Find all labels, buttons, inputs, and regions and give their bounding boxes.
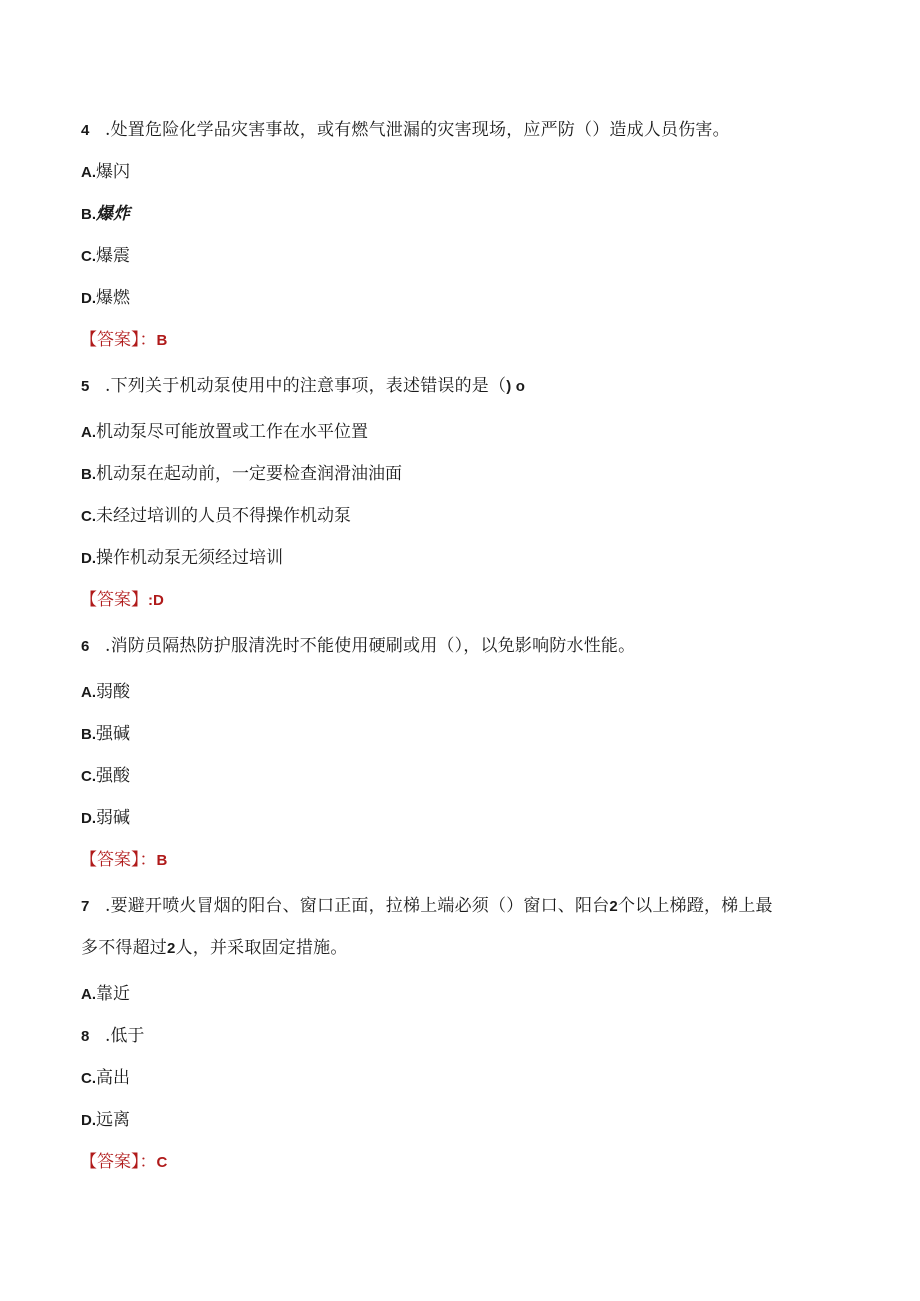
option-b (81, 722, 130, 747)
option-text: 未经过培训的人员不得操作机动泵 (96, 506, 351, 526)
option-letter: A. (81, 424, 96, 441)
question-number: 4 (81, 122, 90, 139)
option-text: 爆闪 (96, 162, 130, 182)
question-text: 个以上梯蹬，梯上最 (617, 896, 773, 916)
question-text: .要避开喷火冒烟的阳台、窗口正面，拉梯上端必须（）窗口、阳台 (105, 896, 610, 916)
question-text: .消防员隔热防护服清洗时不能使用硬刷或用（），以免影响防水性能。 (105, 636, 636, 656)
option-text: 机动泵尽可能放置或工作在水平位置 (96, 422, 368, 442)
answer (80, 1150, 167, 1175)
option-text: 远离 (96, 1110, 130, 1130)
option-text: 靠近 (96, 984, 130, 1004)
answer-value: C (156, 1154, 168, 1171)
option-b (81, 462, 402, 487)
question-text: .下列关于机动泵使用中的注意事项，表述错误的是（ (105, 376, 507, 396)
question-text: .处置危险化学品灾害事故，或有燃气泄漏的灾害现场，应严防（）造成人员伤害。 (105, 120, 730, 140)
question-text-tail: ) o (506, 378, 526, 395)
option-a (81, 680, 130, 705)
question-6 (81, 634, 635, 659)
option-c (81, 764, 130, 789)
answer-value: B (156, 332, 168, 349)
option-text: 机动泵在起动前，一定要检查润滑油油面 (96, 464, 402, 484)
question-4 (81, 118, 730, 143)
option-letter: D. (81, 550, 96, 567)
question-7 (81, 894, 773, 919)
option-d (81, 286, 130, 311)
option-letter: C. (81, 1070, 96, 1087)
option-b (81, 202, 130, 227)
question-number-inline: 2 (167, 940, 176, 957)
question-5 (81, 374, 525, 399)
answer-value: :D (148, 592, 164, 609)
option-d (81, 546, 283, 571)
option-letter: A. (81, 164, 96, 181)
answer-label: 【答案】： (80, 850, 157, 870)
answer-label: 【答案】： (80, 1152, 157, 1172)
option-a (81, 160, 130, 185)
option-letter: B. (81, 466, 96, 483)
answer-label: 【答案】： (80, 330, 157, 350)
option-letter: C. (81, 508, 96, 525)
option-d (81, 806, 130, 831)
option-text: 强酸 (96, 766, 130, 786)
answer-label: 【答案】 (80, 590, 148, 610)
question-number: 5 (81, 378, 90, 395)
answer-value: B (156, 852, 168, 869)
option-letter: 8 (81, 1028, 90, 1045)
answer (80, 328, 167, 353)
question-text: 多不得超过 (81, 938, 167, 958)
option-letter: C. (81, 768, 96, 785)
option-text: .低于 (105, 1026, 145, 1046)
option-c (81, 504, 351, 529)
option-letter: A. (81, 684, 96, 701)
option-text: 弱酸 (96, 682, 130, 702)
option-letter: B. (81, 206, 96, 223)
option-a (81, 420, 368, 445)
option-letter: A. (81, 986, 96, 1003)
question-text: 人，并采取固定措施。 (175, 938, 348, 958)
option-text: 强碱 (96, 724, 130, 744)
option-letter: D. (81, 290, 96, 307)
option-text: 爆燃 (96, 288, 130, 308)
question-number-inline: 2 (609, 898, 618, 915)
option-text: 操作机动泵无须经过培训 (96, 548, 283, 568)
option-letter: D. (81, 810, 96, 827)
option-b (81, 1024, 144, 1049)
question-number: 7 (81, 898, 90, 915)
option-a (81, 982, 130, 1007)
option-c (81, 244, 130, 269)
option-letter: C. (81, 248, 96, 265)
option-d (81, 1108, 130, 1133)
option-c (81, 1066, 130, 1091)
option-text: 爆震 (96, 246, 130, 266)
option-text: 高出 (96, 1068, 130, 1088)
option-text: 弱碱 (96, 808, 130, 828)
answer (80, 848, 167, 873)
question-number: 6 (81, 638, 90, 655)
option-text: 爆炸 (96, 204, 130, 224)
question-7-line-2 (81, 936, 348, 961)
option-letter: D. (81, 1112, 96, 1129)
answer (80, 588, 164, 613)
option-letter: B. (81, 726, 96, 743)
